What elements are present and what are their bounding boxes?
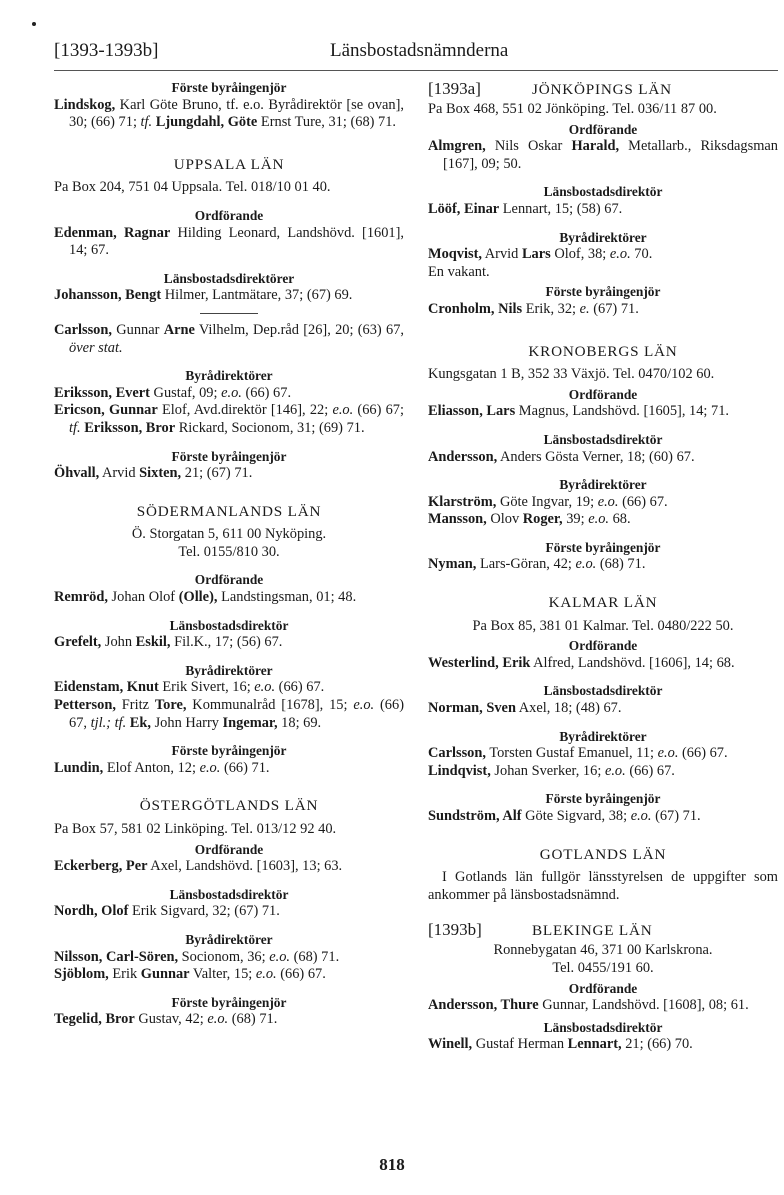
heading: Länsbostadsdirektör [169,617,289,633]
heading: Ordförande [568,386,638,402]
entry: Norman, Sven Axel, 18; (48) 67. [428,700,622,717]
entry: Klarström, Göte Ingvar, 19; e.o. (66) 67. [428,493,668,510]
entry: Carlsson, Gunnar Arne Vilhelm, Dep.råd [26], 20; (63) 67, över stat. [54,321,404,356]
entry: Öhvall, Arvid Sixten, 21; (67) 71. [54,465,253,482]
entry: Moqvist, Arvid Lars Olof, 38; e.o. 70. [428,246,653,263]
heading: Ordförande [194,207,264,223]
entry: Carlsson, Torsten Gustaf Emanuel, 11; e.o. (66) 67. [428,745,728,762]
section-header-blekinge [428,920,778,940]
heading: Förste byråingenjör [171,448,287,464]
entry: Eckerberg, Per Axel, Landshövd. [1603], 13; 63. [54,858,343,875]
address: Pa Box 204, 751 04 Uppsala. Tel. 018/10 01 40. [54,179,331,196]
heading: Byrådirektörer [185,931,273,947]
address: Pa Box 57, 581 02 Linköping. Tel. 013/12 92 40. [54,821,337,837]
entry: Lööf, Einar Lennart, 15; (58) 67. [428,200,623,217]
entry: Lindskog, Karl Göte Bruno, tf. e.o. Byrådirektör [se ovan], 30; (66) 71; tf. Ljungdahl, Göte Ernst Ture, 31; (68) 71. [54,96,404,131]
entry: Eliasson, Lars Magnus, Landshövd. [1605], 14; 71. [428,403,730,420]
entry: Eriksson, Evert Gustaf, 09; e.o. (66) 67. [54,384,292,401]
section-code: [1393a] [428,79,481,98]
address: Ö. Storgatan 5, 611 00 Nyköping. [131,526,327,543]
heading: Förste byråingenjör [171,743,287,759]
entry: Nilsson, Carl-Sören, Socionom, 36; e.o. (68) 71. [54,948,340,965]
heading: Länsbostadsdirektör [543,431,663,447]
entry: Mansson, Olov Roger, 39; e.o. 68. [428,511,631,528]
section-header-jonkoping [428,79,778,99]
header-rule [54,70,778,71]
heading: Länsbostadsdirektör [169,886,289,902]
heading: Länsbostadsdirektör [543,683,663,699]
section-title-kronoberg: KRONOBERGS LÄN [528,342,678,360]
entry: Tegelid, Bror Gustav, 42; e.o. (68) 71. [54,1011,278,1028]
address: Kungsgatan 1 B, 352 33 Växjö. Tel. 0470/102 60. [428,366,715,383]
heading: Förste byråingenjör [545,284,661,300]
entry: Andersson, Anders Gösta Verner, 18; (60) 67. [428,448,695,465]
section-title-sodermanland: SÖDERMANLANDS LÄN [136,502,322,520]
entry: Sundström, Alf Göte Sigvard, 38; e.o. (67) 71. [428,808,701,824]
entry: Lindqvist, Johan Sverker, 16; e.o. (66) 67. [428,762,675,779]
address: Pa Box 85, 381 01 Kalmar. Tel. 0480/222 50. [472,617,734,634]
entry: Remröd, Johan Olof (Olle), Landstingsman, 01; 48. [54,589,357,606]
heading: Ordförande [194,841,264,857]
page-number: 818 [379,1155,405,1174]
heading: Förste byråingenjör [171,994,287,1010]
section-title-ostergotland: ÖSTERGÖTLANDS LÄN [139,797,319,815]
entry: Eidenstam, Knut Erik Sivert, 16; e.o. (66) 67. [54,679,325,696]
entry: En vakant. [428,263,490,280]
heading: Byrådirektörer [185,368,273,384]
entry: Andersson, Thure Gunnar, Landshövd. [1608], 08; 61. [428,997,749,1014]
heading: Byrådirektörer [185,662,273,678]
phone: Tel. 0455/191 60. [552,959,654,976]
heading: Ordförande [194,572,264,588]
heading: Förste byråingenjör [545,791,661,807]
entry: Winell, Gustaf Herman Lennart, 21; (66) 70. [428,1036,693,1053]
entry: Edenman, Ragnar Hilding Leonard, Landshövd. [1601], 14; 67. [54,224,404,259]
heading: Ordförande [568,638,638,654]
entry: Lundin, Elof Anton, 12; e.o. (66) 71. [54,759,270,776]
address: Ronnebygatan 46, 371 00 Karlskrona. [493,942,713,959]
entry: Almgren, Nils Oskar Harald, Metallarb., Riksdagsman [167], 09; 50. [428,138,778,172]
phone: Tel. 0155/810 30. [178,543,280,560]
heading: Förste byråingenjör [171,80,287,95]
section-title-gotland: GOTLANDS LÄN [539,845,667,863]
entry: Sjöblom, Erik Gunnar Valter, 15; e.o. (66) 67. [54,966,326,983]
paragraph: I Gotlands län fullgör länsstyrelsen de uppgifter som ankommer på länsbostadsnämnd. [428,869,778,903]
heading: Ordförande [568,980,638,996]
section-title-kalmar: KALMAR LÄN [548,594,658,612]
margin-dot [32,22,36,26]
entry: Petterson, Fritz Tore, Kommunalråd [1678], 15; e.o. (66) 67, tjl.; tf. Ek, John Harry Ingemar, 18; 69. [54,697,404,731]
address: Pa Box 468, 551 02 Jönköping. Tel. 036/11 87 00. [428,101,717,117]
separator [200,313,258,314]
section-title-blekinge: BLEKINGE LÄN [532,922,653,940]
heading: Länsbostadsdirektörer [163,270,295,286]
header-title: Länsbostadsnämnderna [330,40,509,61]
entry: Westerlind, Erik Alfred, Landshövd. [1606], 14; 68. [428,654,735,671]
heading: Förste byråingenjör [545,539,661,555]
section-title-jonkoping: JÖNKÖPINGS LÄN [532,81,672,98]
header-range: [1393-1393b] [54,40,159,61]
heading: Länsbostadsdirektör [543,1019,663,1035]
entry: Johansson, Bengt Hilmer, Lantmätare, 37; (67) 69. [54,287,353,304]
entry: Grefelt, John Eskil, Fil.K., 17; (56) 67. [54,634,283,651]
entry: Nyman, Lars-Göran, 42; e.o. (68) 71. [428,556,646,573]
entry: Ericson, Gunnar Elof, Avd.direktör [146], 22; e.o. (66) 67; tf. Eriksson, Bror Rickard, Socionom, 31; (69) 71. [54,402,405,436]
entry: Cronholm, Nils Erik, 32; e. (67) 71. [428,300,639,317]
heading: Ordförande [568,121,638,137]
entry: Nordh, Olof Erik Sigvard, 32; (67) 71. [54,903,280,920]
left-column [54,79,404,1029]
section-title-uppsala: UPPSALA LÄN [173,155,285,173]
section-code: [1393b] [428,920,482,940]
right-column [428,79,778,1054]
heading: Byrådirektörer [559,477,647,493]
heading: Byrådirektörer [559,728,647,744]
heading: Byrådirektörer [559,229,647,245]
heading: Länsbostadsdirektör [543,184,663,200]
